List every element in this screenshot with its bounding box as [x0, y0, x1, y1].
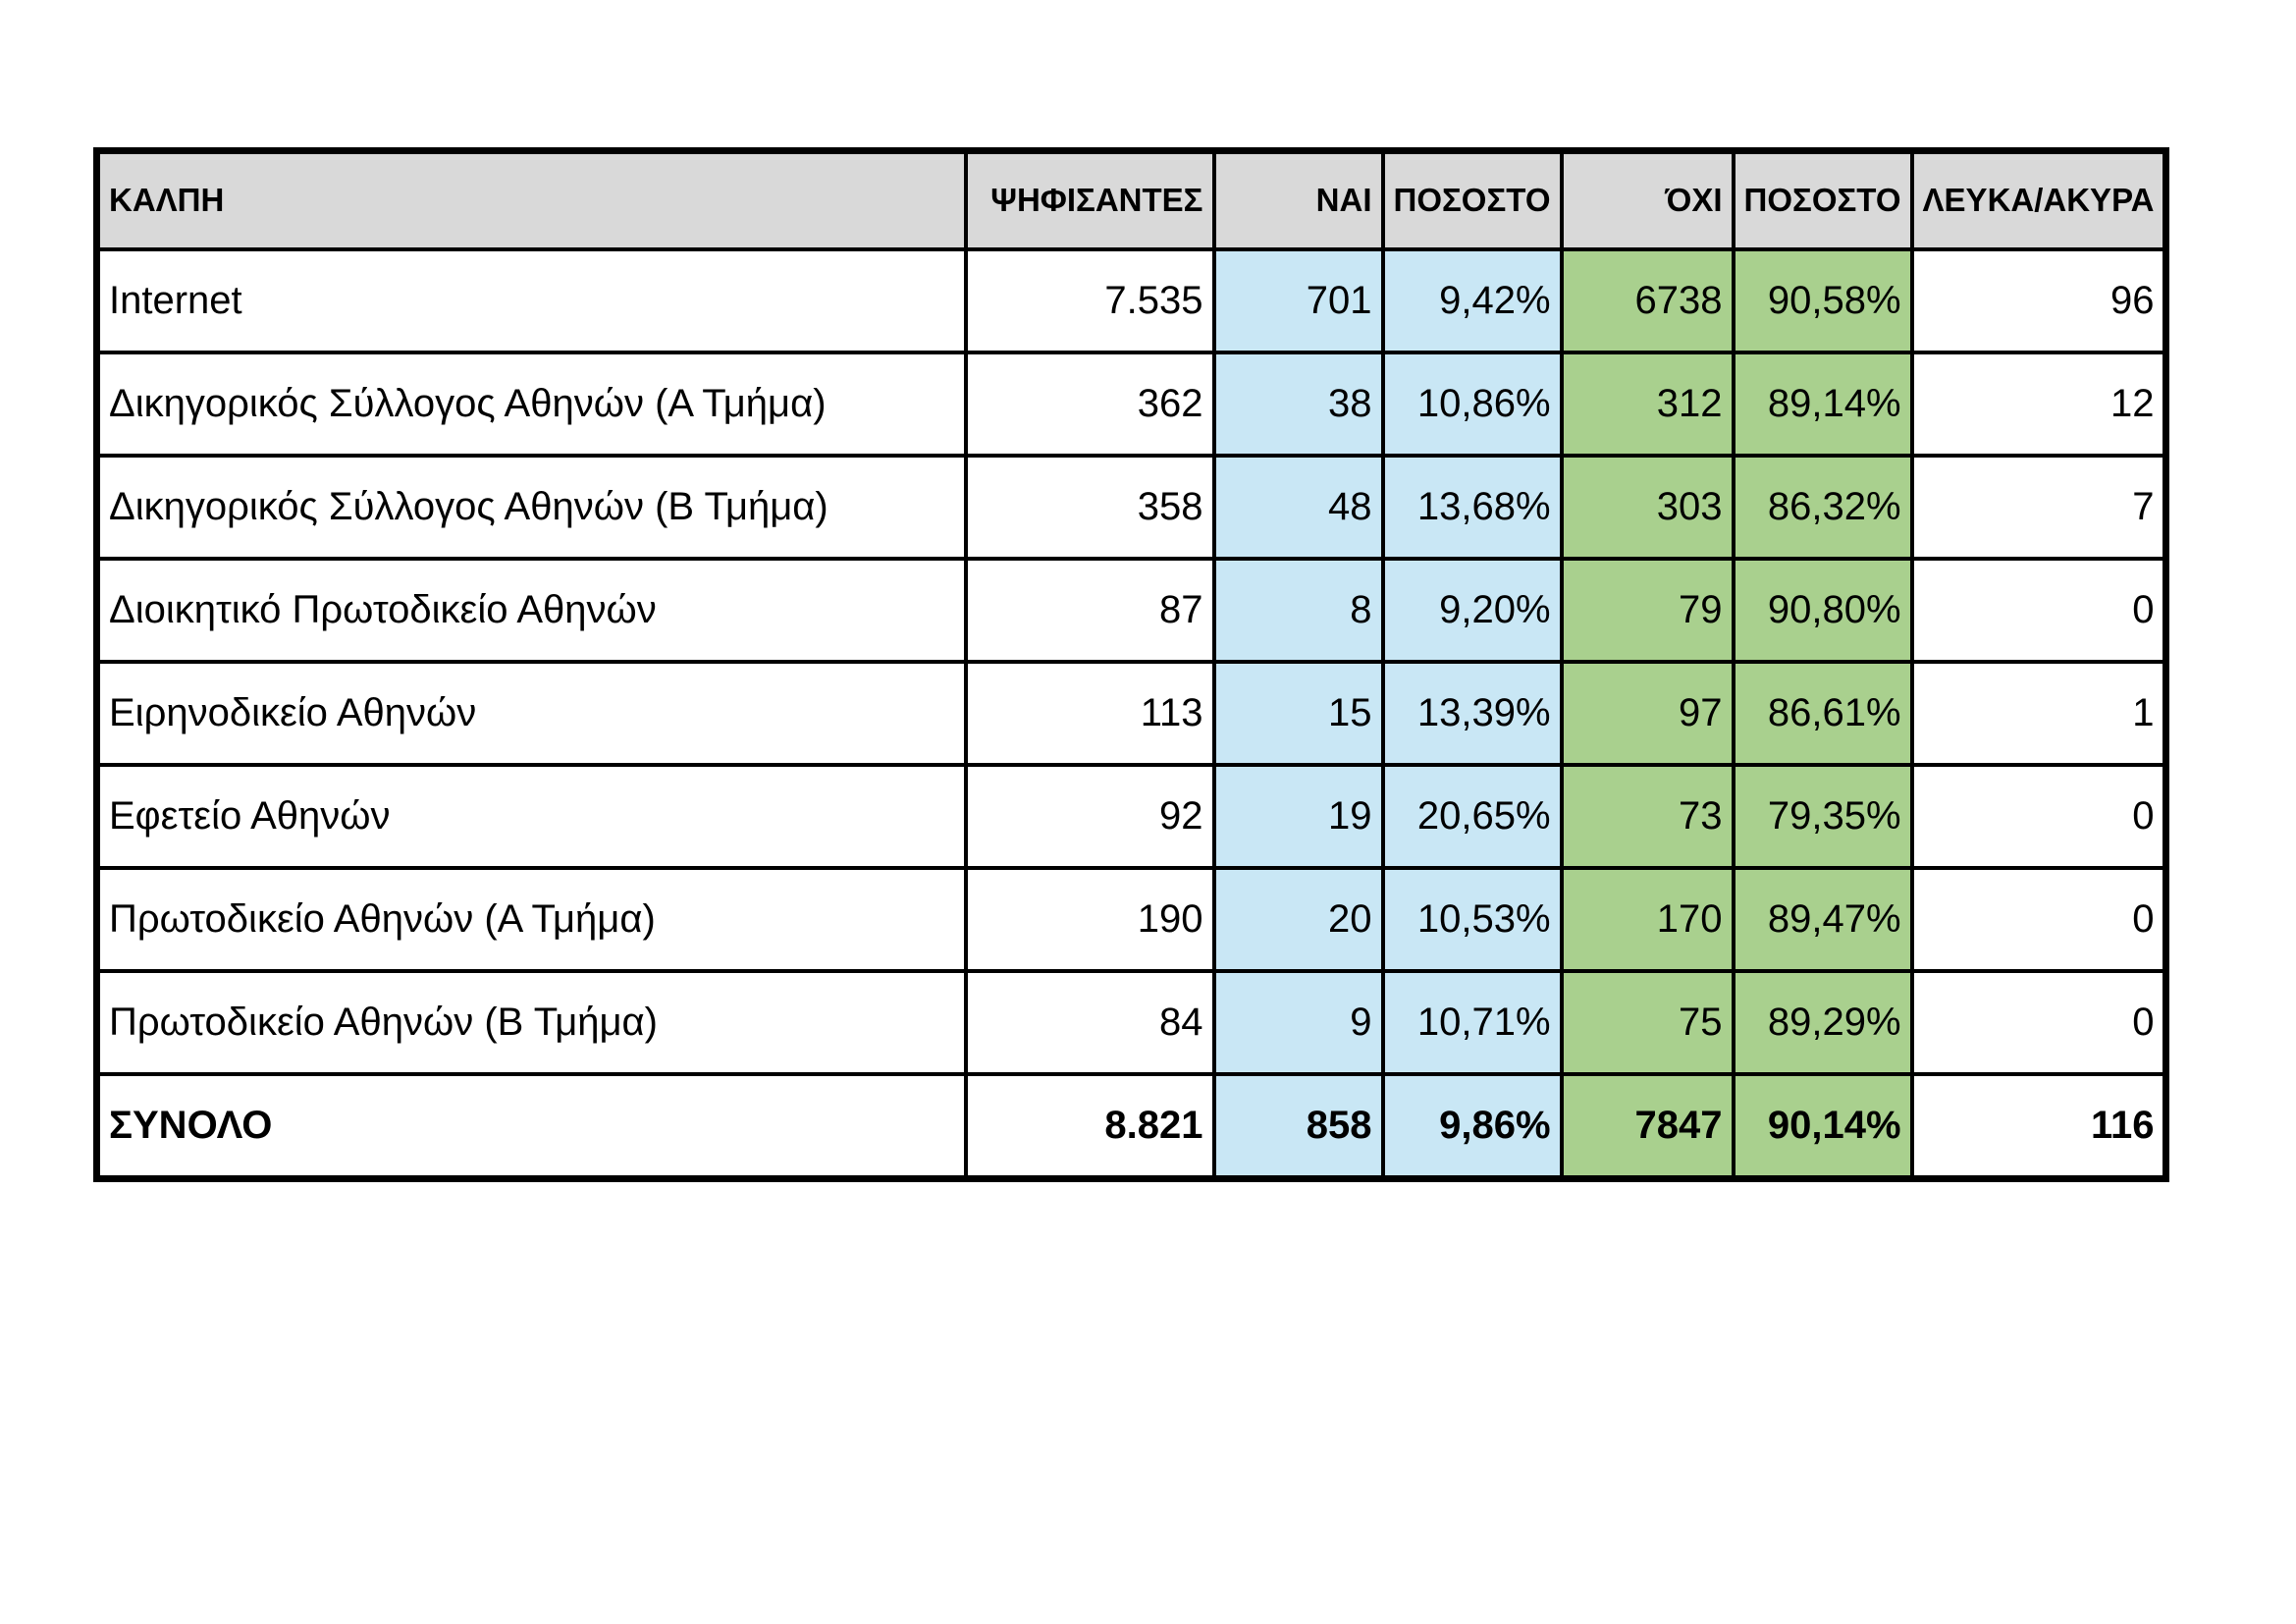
cell-pososto-oxi: 89,47% — [1734, 868, 1912, 971]
cell-pososto-nai: 10,53% — [1383, 868, 1562, 971]
cell-pososto-oxi: 90,80% — [1734, 559, 1912, 662]
table-row — [97, 559, 2166, 662]
cell-kalpi: Internet — [97, 249, 966, 352]
cell-pososto-oxi: 86,61% — [1734, 662, 1912, 765]
total-cell-oxi: 7847 — [1562, 1074, 1734, 1179]
cell-pososto-nai: 13,68% — [1383, 456, 1562, 559]
header-cell-psifisantes: ΨΗΦΙΣΑΝΤΕΣ — [966, 151, 1214, 249]
header-cell-kalpi: ΚΑΛΠΗ — [97, 151, 966, 249]
table-row — [97, 765, 2166, 868]
header-row — [97, 151, 2166, 249]
cell-nai: 15 — [1214, 662, 1383, 765]
cell-kalpi: Πρωτοδικείο Αθηνών (Α Τμήμα) — [97, 868, 966, 971]
table-row — [97, 868, 2166, 971]
total-cell-psifisantes: 8.821 — [966, 1074, 1214, 1179]
cell-oxi: 6738 — [1562, 249, 1734, 352]
total-cell-leyka-akyra: 116 — [1912, 1074, 2166, 1179]
cell-leyka-akyra: 0 — [1912, 559, 2166, 662]
cell-pososto-oxi: 89,14% — [1734, 352, 1912, 456]
cell-psifisantes: 362 — [966, 352, 1214, 456]
header-cell-nai: ΝΑΙ — [1214, 151, 1383, 249]
header-cell-pososto-oxi: ΠΟΣΟΣΤΟ — [1734, 151, 1912, 249]
cell-nai: 48 — [1214, 456, 1383, 559]
cell-psifisantes: 7.535 — [966, 249, 1214, 352]
cell-oxi: 73 — [1562, 765, 1734, 868]
total-row — [97, 1074, 2166, 1179]
cell-nai: 8 — [1214, 559, 1383, 662]
cell-kalpi: Δικηγορικός Σύλλογος Αθηνών (Β Τμήμα) — [97, 456, 966, 559]
cell-pososto-oxi: 86,32% — [1734, 456, 1912, 559]
cell-kalpi: Ειρηνοδικείο Αθηνών — [97, 662, 966, 765]
cell-pososto-nai: 20,65% — [1383, 765, 1562, 868]
cell-pososto-nai: 10,71% — [1383, 971, 1562, 1074]
cell-leyka-akyra: 0 — [1912, 765, 2166, 868]
vote-results-table — [93, 147, 2169, 1182]
table-row — [97, 249, 2166, 352]
cell-nai: 38 — [1214, 352, 1383, 456]
cell-kalpi: Διοικητικό Πρωτοδικείο Αθηνών — [97, 559, 966, 662]
cell-leyka-akyra: 0 — [1912, 868, 2166, 971]
cell-oxi: 303 — [1562, 456, 1734, 559]
total-cell-pososto-oxi: 90,14% — [1734, 1074, 1912, 1179]
cell-psifisantes: 190 — [966, 868, 1214, 971]
header-cell-oxi: ΌΧΙ — [1562, 151, 1734, 249]
total-cell-pososto-nai: 9,86% — [1383, 1074, 1562, 1179]
cell-leyka-akyra: 1 — [1912, 662, 2166, 765]
table-row — [97, 352, 2166, 456]
cell-psifisantes: 358 — [966, 456, 1214, 559]
cell-oxi: 79 — [1562, 559, 1734, 662]
cell-kalpi: Δικηγορικός Σύλλογος Αθηνών (Α Τμήμα) — [97, 352, 966, 456]
cell-pososto-nai: 9,42% — [1383, 249, 1562, 352]
table-row — [97, 456, 2166, 559]
cell-psifisantes: 92 — [966, 765, 1214, 868]
cell-leyka-akyra: 0 — [1912, 971, 2166, 1074]
cell-pososto-oxi: 90,58% — [1734, 249, 1912, 352]
cell-leyka-akyra: 12 — [1912, 352, 2166, 456]
cell-pososto-oxi: 89,29% — [1734, 971, 1912, 1074]
cell-oxi: 170 — [1562, 868, 1734, 971]
cell-kalpi: Εφετείο Αθηνών — [97, 765, 966, 868]
cell-nai: 9 — [1214, 971, 1383, 1074]
cell-leyka-akyra: 96 — [1912, 249, 2166, 352]
cell-pososto-oxi: 79,35% — [1734, 765, 1912, 868]
cell-nai: 701 — [1214, 249, 1383, 352]
header-cell-pososto-nai: ΠΟΣΟΣΤΟ — [1383, 151, 1562, 249]
cell-psifisantes: 84 — [966, 971, 1214, 1074]
cell-oxi: 312 — [1562, 352, 1734, 456]
cell-nai: 19 — [1214, 765, 1383, 868]
cell-psifisantes: 113 — [966, 662, 1214, 765]
cell-pososto-nai: 10,86% — [1383, 352, 1562, 456]
table-row — [97, 971, 2166, 1074]
total-cell-label: ΣΥΝΟΛΟ — [97, 1074, 966, 1179]
table-row — [97, 662, 2166, 765]
cell-oxi: 97 — [1562, 662, 1734, 765]
cell-leyka-akyra: 7 — [1912, 456, 2166, 559]
cell-pososto-nai: 9,20% — [1383, 559, 1562, 662]
total-cell-nai: 858 — [1214, 1074, 1383, 1179]
cell-nai: 20 — [1214, 868, 1383, 971]
cell-pososto-nai: 13,39% — [1383, 662, 1562, 765]
cell-kalpi: Πρωτοδικείο Αθηνών (Β Τμήμα) — [97, 971, 966, 1074]
cell-psifisantes: 87 — [966, 559, 1214, 662]
header-cell-leyka-akyra: ΛΕΥΚΑ/ΑΚΥΡΑ — [1912, 151, 2166, 249]
cell-oxi: 75 — [1562, 971, 1734, 1074]
